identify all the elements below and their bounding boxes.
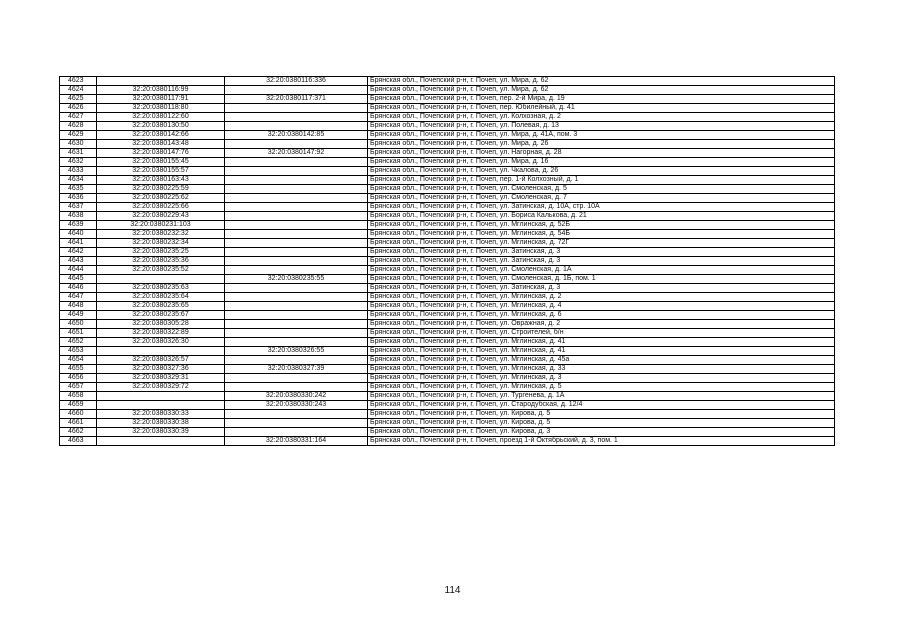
address-cell: Брянская обл., Почепский р-н, г. Почеп, ул. Колхозная, д. 2	[368, 113, 835, 122]
table-body	[60, 77, 835, 446]
cadastral-number-cell: 32:20:0380122:60	[97, 113, 225, 122]
address-cell: Брянская обл., Почепский р-н, г. Почеп, ул. Мглинская, д. 52Б	[368, 221, 835, 230]
object-cadastral-number-cell: 32:20:0380331:164	[225, 437, 368, 446]
cadastral-number-cell: 32:20:0380330:38	[97, 419, 225, 428]
object-cadastral-number-cell	[225, 257, 368, 266]
cadastral-number-cell: 32:20:0380235:65	[97, 302, 225, 311]
cadastral-number-cell: 32:20:0380329:31	[97, 374, 225, 383]
object-cadastral-number-cell	[225, 176, 368, 185]
address-cell: Брянская обл., Почепский р-н, г. Почеп, ул. Мглинская, д. 41	[368, 347, 835, 356]
row-number-cell: 4636	[60, 194, 97, 203]
row-number-cell: 4651	[60, 329, 97, 338]
table-row	[60, 383, 835, 392]
object-cadastral-number-cell	[225, 356, 368, 365]
object-cadastral-number-cell: 32:20:0380116:336	[225, 77, 368, 86]
object-cadastral-number-cell	[225, 284, 368, 293]
address-cell: Брянская обл., Почепский р-н, г. Почеп, ул. Кирова, д. 5	[368, 419, 835, 428]
object-cadastral-number-cell	[225, 113, 368, 122]
address-cell: Брянская обл., Почепский р-н, г. Почеп, ул. Затинская, д. 3	[368, 257, 835, 266]
row-number-cell: 4661	[60, 419, 97, 428]
cadastral-table	[59, 76, 835, 446]
table-row	[60, 239, 835, 248]
cadastral-number-cell: 32:20:0380305:28	[97, 320, 225, 329]
object-cadastral-number-cell	[225, 248, 368, 257]
row-number-cell: 4629	[60, 131, 97, 140]
cadastral-number-cell: 32:20:0380225:66	[97, 203, 225, 212]
table-row	[60, 365, 835, 374]
address-cell: Брянская обл., Почепский р-н, г. Почеп, ул. Смоленская, д. 7	[368, 194, 835, 203]
cadastral-number-cell: 32:20:0380235:64	[97, 293, 225, 302]
object-cadastral-number-cell	[225, 122, 368, 131]
table-row	[60, 410, 835, 419]
table-row	[60, 194, 835, 203]
address-cell: Брянская обл., Почепский р-н, г. Почеп, ул. Бориса Калькова, д. 21	[368, 212, 835, 221]
object-cadastral-number-cell: 32:20:0380142:85	[225, 131, 368, 140]
row-number-cell: 4657	[60, 383, 97, 392]
table-row	[60, 131, 835, 140]
table-row	[60, 203, 835, 212]
cadastral-number-cell: 32:20:0380225:62	[97, 194, 225, 203]
address-cell: Брянская обл., Почепский р-н, г. Почеп, ул. Мира, д. 26	[368, 140, 835, 149]
row-number-cell: 4626	[60, 104, 97, 113]
table-row	[60, 77, 835, 86]
page-number: 114	[444, 585, 461, 596]
row-number-cell: 4638	[60, 212, 97, 221]
address-cell: Брянская обл., Почепский р-н, г. Почеп, ул. Мглинская, д. 45а	[368, 356, 835, 365]
table-row	[60, 185, 835, 194]
address-cell: Брянская обл., Почепский р-н, г. Почеп, ул. Затинская, д. 3	[368, 284, 835, 293]
cadastral-number-cell: 32:20:0380330:39	[97, 428, 225, 437]
object-cadastral-number-cell	[225, 194, 368, 203]
object-cadastral-number-cell	[225, 311, 368, 320]
table-row	[60, 311, 835, 320]
object-cadastral-number-cell: 32:20:0380235:55	[225, 275, 368, 284]
table-row	[60, 401, 835, 410]
table-row	[60, 266, 835, 275]
address-cell: Брянская обл., Почепский р-н, г. Почеп, ул. Кирова, д. 3	[368, 428, 835, 437]
object-cadastral-number-cell	[225, 230, 368, 239]
row-number-cell: 4658	[60, 392, 97, 401]
object-cadastral-number-cell	[225, 410, 368, 419]
row-number-cell: 4634	[60, 176, 97, 185]
address-cell: Брянская обл., Почепский р-н, г. Почеп, ул. Мглинская, д. 72Г	[368, 239, 835, 248]
row-number-cell: 4659	[60, 401, 97, 410]
address-cell: Брянская обл., Почепский р-н, г. Почеп, ул. Мира, д. 16	[368, 158, 835, 167]
object-cadastral-number-cell	[225, 419, 368, 428]
address-cell: Брянская обл., Почепский р-н, г. Почеп, ул. Мглинская, д. 54Б	[368, 230, 835, 239]
table-row	[60, 275, 835, 284]
table-row	[60, 176, 835, 185]
address-cell: Брянская обл., Почепский р-н, г. Почеп, ул. Смоленская, д. 5	[368, 185, 835, 194]
address-cell: Брянская обл., Почепский р-н, г. Почеп, ул. Овражная, д. 2	[368, 320, 835, 329]
table-row	[60, 158, 835, 167]
address-cell: Брянская обл., Почепский р-н, г. Почеп, ул. Мглинская, д. 3	[368, 374, 835, 383]
object-cadastral-number-cell	[225, 266, 368, 275]
address-cell: Брянская обл., Почепский р-н, г. Почеп, пер. Юбилейный, д. 41	[368, 104, 835, 113]
row-number-cell: 4647	[60, 293, 97, 302]
cadastral-number-cell: 32:20:0380116:99	[97, 86, 225, 95]
table-row	[60, 113, 835, 122]
cadastral-number-cell	[97, 275, 225, 284]
cadastral-number-cell: 32:20:0380143:48	[97, 140, 225, 149]
row-number-cell: 4623	[60, 77, 97, 86]
object-cadastral-number-cell: 32:20:0380327:39	[225, 365, 368, 374]
object-cadastral-number-cell	[225, 167, 368, 176]
table-row	[60, 356, 835, 365]
object-cadastral-number-cell	[225, 383, 368, 392]
row-number-cell: 4645	[60, 275, 97, 284]
row-number-cell: 4660	[60, 410, 97, 419]
row-number-cell: 4662	[60, 428, 97, 437]
address-cell: Брянская обл., Почепский р-н, г. Почеп, проезд 1-й Октябрьский, д. 3, пом. 1	[368, 437, 835, 446]
address-cell: Брянская обл., Почепский р-н, г. Почеп, ул. Мглинская, д. 6	[368, 311, 835, 320]
cadastral-number-cell: 32:20:0380326:57	[97, 356, 225, 365]
row-number-cell: 4633	[60, 167, 97, 176]
row-number-cell: 4635	[60, 185, 97, 194]
table-row	[60, 320, 835, 329]
address-cell: Брянская обл., Почепский р-н, г. Почеп, ул. Смоленская, д. 1А	[368, 266, 835, 275]
table-row	[60, 122, 835, 131]
cadastral-number-cell: 32:20:0380327:36	[97, 365, 225, 374]
table-row	[60, 248, 835, 257]
address-cell: Брянская обл., Почепский р-н, г. Почеп, ул. Полевая, д. 13	[368, 122, 835, 131]
address-cell: Брянская обл., Почепский р-н, г. Почеп, ул. Мглинская, д. 41	[368, 338, 835, 347]
cadastral-number-cell: 32:20:0380155:45	[97, 158, 225, 167]
row-number-cell: 4628	[60, 122, 97, 131]
address-cell: Брянская обл., Почепский р-н, г. Почеп, ул. Мира, д. 62	[368, 77, 835, 86]
cadastral-number-cell: 32:20:0380235:36	[97, 257, 225, 266]
object-cadastral-number-cell	[225, 338, 368, 347]
row-number-cell: 4654	[60, 356, 97, 365]
cadastral-number-cell: 32:20:0380225:59	[97, 185, 225, 194]
cadastral-number-cell: 32:20:0380235:52	[97, 266, 225, 275]
cadastral-number-cell	[97, 392, 225, 401]
address-cell: Брянская обл., Почепский р-н, г. Почеп, ул. Мглинская, д. 2	[368, 293, 835, 302]
address-cell: Брянская обл., Почепский р-н, г. Почеп, ул. Чкалова, д. 26	[368, 167, 835, 176]
table-row	[60, 347, 835, 356]
row-number-cell: 4663	[60, 437, 97, 446]
row-number-cell: 4643	[60, 257, 97, 266]
address-cell: Брянская обл., Почепский р-н, г. Почеп, ул. Мглинская, д. 33	[368, 365, 835, 374]
row-number-cell: 4627	[60, 113, 97, 122]
address-cell: Брянская обл., Почепский р-н, г. Почеп, ул. Мира, д. 41А, пом. 3	[368, 131, 835, 140]
table-row	[60, 419, 835, 428]
table-row	[60, 104, 835, 113]
row-number-cell: 4639	[60, 221, 97, 230]
cadastral-number-cell	[97, 77, 225, 86]
cadastral-number-cell: 32:20:0380142:66	[97, 131, 225, 140]
table-row	[60, 428, 835, 437]
row-number-cell: 4653	[60, 347, 97, 356]
object-cadastral-number-cell	[225, 212, 368, 221]
address-cell: Брянская обл., Почепский р-н, г. Почеп, пер. 1-й Колхозный, д. 1	[368, 176, 835, 185]
cadastral-number-cell	[97, 347, 225, 356]
table-row	[60, 284, 835, 293]
address-cell: Брянская обл., Почепский р-н, г. Почеп, ул. Смоленская, д. 1Б, пом. 1	[368, 275, 835, 284]
table-row	[60, 392, 835, 401]
address-cell: Брянская обл., Почепский р-н, г. Почеп, ул. Затинская, д. 10А, стр. 10А	[368, 203, 835, 212]
row-number-cell: 4630	[60, 140, 97, 149]
row-number-cell: 4631	[60, 149, 97, 158]
table-row	[60, 437, 835, 446]
table-row	[60, 302, 835, 311]
address-cell: Брянская обл., Почепский р-н, г. Почеп, ул. Мглинская, д. 5	[368, 383, 835, 392]
address-cell: Брянская обл., Почепский р-н, г. Почеп, ул. Мира, д. 62	[368, 86, 835, 95]
cadastral-number-cell: 32:20:0380130:50	[97, 122, 225, 131]
cadastral-number-cell: 32:20:0380163:43	[97, 176, 225, 185]
object-cadastral-number-cell: 32:20:0380330:243	[225, 401, 368, 410]
address-cell: Брянская обл., Почепский р-н, г. Почеп, ул. Стародубская, д. 12/4	[368, 401, 835, 410]
row-number-cell: 4650	[60, 320, 97, 329]
address-cell: Брянская обл., Почепский р-н, г. Почеп, ул. Нагорная, д. 28	[368, 149, 835, 158]
row-number-cell: 4640	[60, 230, 97, 239]
object-cadastral-number-cell	[225, 302, 368, 311]
object-cadastral-number-cell: 32:20:0380326:55	[225, 347, 368, 356]
table-row	[60, 140, 835, 149]
object-cadastral-number-cell	[225, 329, 368, 338]
row-number-cell: 4649	[60, 311, 97, 320]
address-cell: Брянская обл., Почепский р-н, г. Почеп, ул. Тургенева, д. 1А	[368, 392, 835, 401]
table-row	[60, 257, 835, 266]
cadastral-number-cell	[97, 437, 225, 446]
row-number-cell: 4652	[60, 338, 97, 347]
table-row	[60, 149, 835, 158]
table-row	[60, 86, 835, 95]
cadastral-number-cell: 32:20:0380330:33	[97, 410, 225, 419]
object-cadastral-number-cell	[225, 158, 368, 167]
cadastral-number-cell: 32:20:0380235:25	[97, 248, 225, 257]
address-cell: Брянская обл., Почепский р-н, г. Почеп, ул. Строителей, б/н	[368, 329, 835, 338]
cadastral-number-cell: 32:20:0380235:63	[97, 284, 225, 293]
row-number-cell: 4625	[60, 95, 97, 104]
row-number-cell: 4644	[60, 266, 97, 275]
row-number-cell: 4656	[60, 374, 97, 383]
table-row	[60, 329, 835, 338]
cadastral-number-cell: 32:20:0380232:34	[97, 239, 225, 248]
table-row	[60, 221, 835, 230]
cadastral-number-cell: 32:20:0380155:57	[97, 167, 225, 176]
cadastral-number-cell: 32:20:0380147:76	[97, 149, 225, 158]
row-number-cell: 4632	[60, 158, 97, 167]
object-cadastral-number-cell	[225, 428, 368, 437]
table-row	[60, 212, 835, 221]
object-cadastral-number-cell: 32:20:0380147:92	[225, 149, 368, 158]
object-cadastral-number-cell	[225, 203, 368, 212]
object-cadastral-number-cell	[225, 221, 368, 230]
cadastral-number-cell: 32:20:0380231:103	[97, 221, 225, 230]
row-number-cell: 4646	[60, 284, 97, 293]
cadastral-number-cell: 32:20:0380326:30	[97, 338, 225, 347]
row-number-cell: 4637	[60, 203, 97, 212]
table-row	[60, 338, 835, 347]
table-row	[60, 230, 835, 239]
object-cadastral-number-cell	[225, 104, 368, 113]
row-number-cell: 4642	[60, 248, 97, 257]
object-cadastral-number-cell	[225, 86, 368, 95]
object-cadastral-number-cell	[225, 293, 368, 302]
object-cadastral-number-cell	[225, 320, 368, 329]
address-cell: Брянская обл., Почепский р-н, г. Почеп, ул. Мглинская, д. 4	[368, 302, 835, 311]
object-cadastral-number-cell: 32:20:0380330:242	[225, 392, 368, 401]
table-row	[60, 95, 835, 104]
address-cell: Брянская обл., Почепский р-н, г. Почеп, ул. Кирова, д. 5	[368, 410, 835, 419]
object-cadastral-number-cell	[225, 239, 368, 248]
table-row	[60, 293, 835, 302]
object-cadastral-number-cell	[225, 185, 368, 194]
cadastral-number-cell: 32:20:0380322:89	[97, 329, 225, 338]
table-row	[60, 374, 835, 383]
table-row	[60, 167, 835, 176]
cadastral-number-cell: 32:20:0380232:32	[97, 230, 225, 239]
row-number-cell: 4648	[60, 302, 97, 311]
cadastral-number-cell: 32:20:0380229:43	[97, 212, 225, 221]
row-number-cell: 4641	[60, 239, 97, 248]
address-cell: Брянская обл., Почепский р-н, г. Почеп, ул. Затинская, д. 3	[368, 248, 835, 257]
row-number-cell: 4655	[60, 365, 97, 374]
object-cadastral-number-cell: 32:20:0380117:371	[225, 95, 368, 104]
cadastral-number-cell	[97, 401, 225, 410]
address-cell: Брянская обл., Почепский р-н, г. Почеп, пер. 2-й Мира, д. 19	[368, 95, 835, 104]
cadastral-number-cell: 32:20:0380235:67	[97, 311, 225, 320]
row-number-cell: 4624	[60, 86, 97, 95]
object-cadastral-number-cell	[225, 140, 368, 149]
cadastral-number-cell: 32:20:0380117:91	[97, 95, 225, 104]
cadastral-number-cell: 32:20:0380329:72	[97, 383, 225, 392]
cadastral-number-cell: 32:20:0380118:80	[97, 104, 225, 113]
object-cadastral-number-cell	[225, 374, 368, 383]
